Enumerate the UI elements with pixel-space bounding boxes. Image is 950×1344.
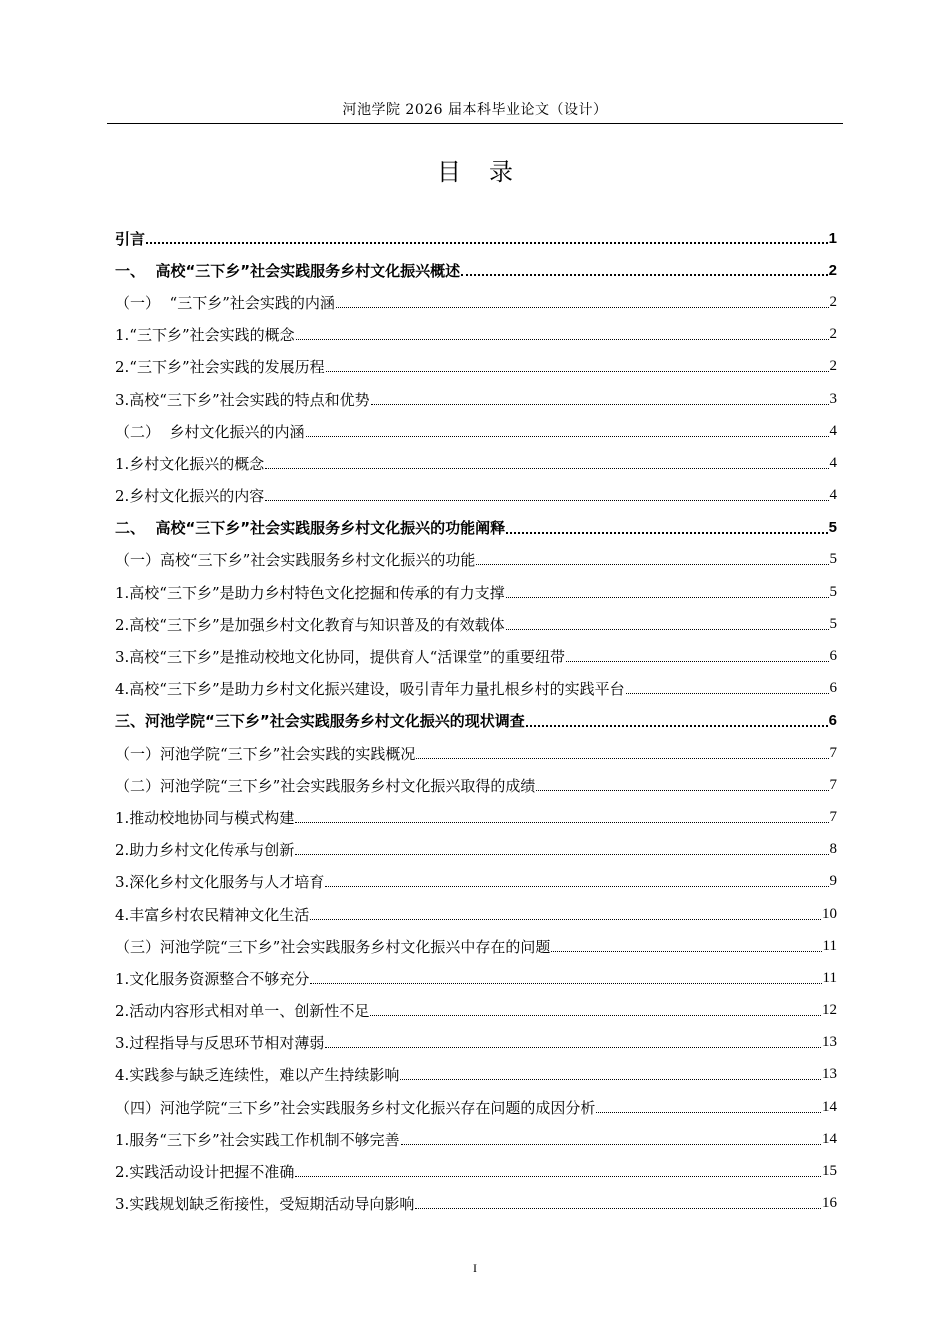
toc-entry-page: 14 (822, 1130, 837, 1147)
toc-leader-dots (551, 951, 821, 952)
toc-entry[interactable] (115, 705, 837, 737)
toc-entry-text: 3.高校“三下乡”是推动校地文化协同，提供育人“活课堂”的重要纽带 (115, 648, 565, 667)
toc-leader-dots (370, 1015, 821, 1016)
toc-entry[interactable] (115, 222, 837, 254)
toc-entry-page: 16 (822, 1195, 837, 1212)
toc-entry-text: 3.高校“三下乡”社会实践的特点和优势 (115, 390, 370, 409)
toc-entry-text: 2.“三下乡”社会实践的发展历程 (115, 358, 325, 377)
header-rule (107, 123, 843, 124)
toc-entry[interactable] (115, 801, 837, 833)
toc-leader-dots (371, 404, 829, 405)
toc-entry-text: 1.文化服务资源整合不够充分 (115, 969, 310, 988)
toc-entry[interactable] (115, 640, 837, 672)
toc-leader-dots (415, 1208, 821, 1209)
toc-entry[interactable] (115, 1091, 837, 1123)
toc-entry-page: 11 (822, 969, 837, 986)
toc-entry-text: 2.实践活动设计把握不准确 (115, 1163, 295, 1182)
toc-entry[interactable] (115, 319, 837, 351)
toc-leader-dots (536, 790, 828, 791)
toc-entry[interactable] (115, 544, 837, 576)
toc-entry[interactable] (115, 447, 837, 479)
toc-entry-page: 10 (822, 905, 837, 922)
toc-entry[interactable] (115, 737, 837, 769)
toc-leader-dots (401, 1144, 821, 1145)
toc-entry-text: 1.高校“三下乡”是助力乡村特色文化挖掘和传承的有力支撑 (115, 583, 505, 602)
toc-entry-text: 2.活动内容形式相对单一、创新性不足 (115, 1002, 370, 1021)
toc-entry-text: 2.高校“三下乡”是加强乡村文化教育与知识普及的有效载体 (115, 615, 505, 634)
toc-entry[interactable] (115, 480, 837, 512)
toc-leader-dots (506, 629, 829, 630)
toc-leader-dots (325, 886, 828, 887)
toc-entry[interactable] (115, 254, 837, 286)
table-of-contents (115, 222, 837, 1220)
toc-entry-page: 1 (828, 229, 837, 247)
toc-entry-page: 3 (829, 390, 837, 407)
toc-leader-dots (566, 661, 829, 662)
toc-entry-text: 一、 高校“三下乡”社会实践服务乡村文化振兴概述 (115, 261, 461, 280)
toc-entry-text: 三、河池学院“三下乡”社会实践服务乡村文化振兴的现状调查 (115, 712, 525, 731)
toc-entry-page: 6 (829, 648, 837, 665)
toc-leader-dots (146, 242, 828, 244)
toc-leader-dots (416, 758, 828, 759)
toc-entry-text: 1.服务“三下乡”社会实践工作机制不够完善 (115, 1130, 400, 1149)
toc-entry[interactable] (115, 1155, 837, 1187)
toc-leader-dots (296, 339, 829, 340)
toc-entry-page: 4 (829, 422, 837, 439)
running-header: 河池学院 2026 届本科毕业论文（设计） (342, 102, 608, 118)
toc-leader-dots (526, 725, 828, 727)
toc-entry-text: 3.过程指导与反思环节相对薄弱 (115, 1034, 325, 1053)
toc-entry-page: 12 (822, 1002, 837, 1019)
toc-entry-page: 5 (829, 583, 837, 600)
toc-entry-text: 1.推动校地协同与模式构建 (115, 808, 295, 827)
toc-entry-page: 2 (829, 293, 837, 310)
toc-leader-dots (265, 468, 828, 469)
toc-leader-dots (596, 1112, 821, 1113)
toc-leader-dots (295, 822, 828, 823)
toc-entry-page: 7 (829, 744, 837, 761)
toc-entry-text: （二） 乡村文化振兴的内涵 (115, 422, 305, 441)
toc-entry[interactable] (115, 1123, 837, 1155)
toc-leader-dots (310, 983, 821, 984)
toc-entry-text: 3.深化乡村文化服务与人才培育 (115, 873, 325, 892)
toc-entry-page: 4 (829, 454, 837, 471)
toc-entry-text: 1.“三下乡”社会实践的概念 (115, 326, 295, 345)
toc-entry-page: 6 (829, 680, 837, 697)
toc-entry-page: 7 (829, 776, 837, 793)
toc-entry-text: 2.助力乡村文化传承与创新 (115, 841, 295, 860)
toc-leader-dots (336, 307, 829, 308)
toc-entry-page: 5 (829, 615, 837, 632)
toc-entry-text: （四）河池学院“三下乡”社会实践服务乡村文化振兴存在问题的成因分析 (115, 1098, 596, 1117)
toc-entry-page: 9 (829, 873, 837, 890)
toc-entry-text: （一）高校“三下乡”社会实践服务乡村文化振兴的功能 (115, 551, 476, 570)
toc-leader-dots (325, 1047, 821, 1048)
toc-entry[interactable] (115, 1027, 837, 1059)
toc-leader-dots (506, 532, 827, 534)
toc-leader-dots (265, 500, 828, 501)
toc-entry[interactable] (115, 608, 837, 640)
toc-entry[interactable] (115, 930, 837, 962)
toc-entry[interactable] (115, 1059, 837, 1091)
toc-entry-text: 4.实践参与缺乏连续性，难以产生持续影响 (115, 1066, 400, 1085)
toc-entry-text: （三）河池学院“三下乡”社会实践服务乡村文化振兴中存在的问题 (115, 937, 551, 956)
toc-entry-page: 2 (829, 358, 837, 375)
toc-entry-page: 11 (822, 937, 837, 954)
toc-entry-page: 13 (822, 1034, 837, 1051)
toc-entry[interactable] (115, 286, 837, 318)
toc-entry-page: 4 (829, 487, 837, 504)
toc-entry[interactable] (115, 769, 837, 801)
toc-entry-page: 5 (829, 551, 837, 568)
page-number: I (473, 1261, 477, 1275)
toc-entry-text: （二）河池学院“三下乡”社会实践服务乡村文化振兴取得的成绩 (115, 776, 536, 795)
toc-entry[interactable] (115, 962, 837, 994)
toc-entry-page: 2 (829, 326, 837, 343)
toc-entry-text: 4.丰富乡村农民精神文化生活 (115, 905, 310, 924)
toc-entry[interactable] (115, 995, 837, 1027)
toc-entry-text: （一）河池学院“三下乡”社会实践的实践概况 (115, 744, 416, 763)
toc-entry-text: （一） “三下乡”社会实践的内涵 (115, 293, 335, 312)
toc-leader-dots (506, 597, 829, 598)
toc-entry[interactable] (115, 512, 837, 544)
toc-leader-dots (306, 436, 829, 437)
toc-entry-page: 2 (828, 261, 837, 279)
toc-entry[interactable] (115, 383, 837, 415)
toc-leader-dots (461, 274, 827, 276)
toc-entry-page: 13 (822, 1066, 837, 1083)
toc-entry-page: 5 (828, 519, 837, 537)
toc-entry-page: 8 (829, 841, 837, 858)
toc-entry[interactable] (115, 415, 837, 447)
toc-entry-page: 15 (822, 1163, 837, 1180)
toc-title: 目录 (437, 158, 541, 186)
toc-entry-text: 2.乡村文化振兴的内容 (115, 487, 265, 506)
toc-leader-dots (326, 371, 829, 372)
toc-leader-dots (310, 919, 821, 920)
toc-leader-dots (295, 1176, 821, 1177)
toc-entry[interactable] (115, 866, 837, 898)
toc-leader-dots (295, 854, 828, 855)
toc-entry-text: 3.实践规划缺乏衔接性，受短期活动导向影响 (115, 1195, 415, 1214)
toc-entry[interactable] (115, 351, 837, 383)
toc-entry[interactable] (115, 1188, 837, 1220)
toc-entry-page: 7 (829, 808, 837, 825)
toc-leader-dots (476, 564, 828, 565)
toc-entry[interactable] (115, 898, 837, 930)
toc-entry[interactable] (115, 834, 837, 866)
toc-entry-page: 14 (822, 1098, 837, 1115)
toc-entry[interactable] (115, 576, 837, 608)
toc-entry-page: 6 (828, 712, 837, 730)
toc-entry-text: 4.高校“三下乡”是助力乡村文化振兴建设，吸引青年力量扎根乡村的实践平台 (115, 680, 625, 699)
toc-entry-text: 引言 (115, 229, 146, 248)
toc-entry[interactable] (115, 673, 837, 705)
toc-leader-dots (626, 693, 829, 694)
toc-entry-text: 二、 高校“三下乡”社会实践服务乡村文化振兴的功能阐释 (115, 519, 506, 538)
toc-leader-dots (400, 1079, 821, 1080)
toc-entry-text: 1.乡村文化振兴的概念 (115, 454, 265, 473)
